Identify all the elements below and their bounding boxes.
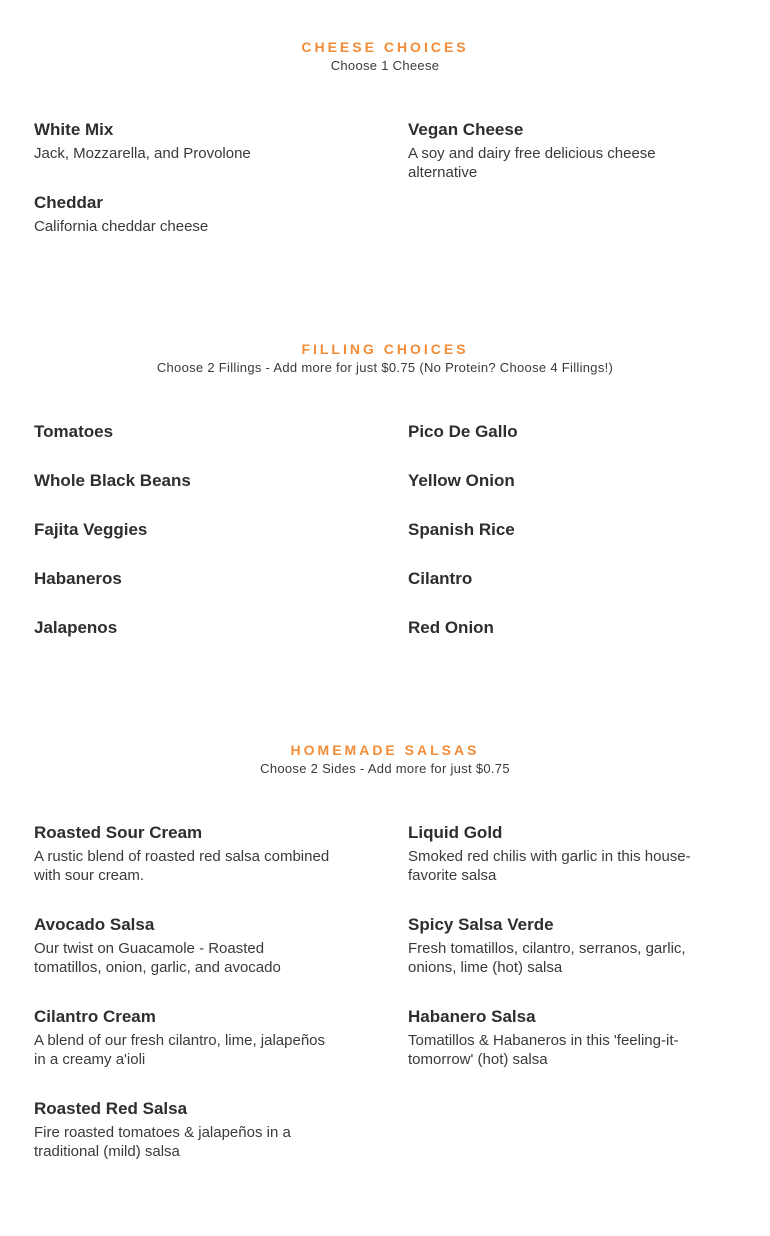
menu-item-cheddar xyxy=(34,192,354,236)
item-name: Spicy Salsa Verde xyxy=(408,915,554,934)
item-name: Habanero Salsa xyxy=(408,1007,536,1026)
salsa-item-roasted-red-salsa xyxy=(34,1098,334,1161)
item-name: Cilantro Cream xyxy=(34,1007,156,1026)
filling-item xyxy=(34,470,354,491)
filling-item xyxy=(34,519,354,540)
item-name: Cilantro xyxy=(408,569,473,588)
item-name: Vegan Cheese xyxy=(408,120,524,139)
cheese-subtitle: Choose 1 Cheese xyxy=(330,58,440,73)
item-name: Liquid Gold xyxy=(408,823,503,842)
filling-title: FILLING CHOICES xyxy=(301,341,469,357)
item-desc: A soy and dairy free delicious cheese alternative xyxy=(408,145,656,181)
item-name: Roasted Red Salsa xyxy=(34,1099,188,1118)
filling-item xyxy=(34,617,354,638)
item-desc: Fire roasted tomatoes & jalapeños in a traditional (mild) salsa xyxy=(34,1124,291,1160)
item-desc: Fresh tomatillos, cilantro, serranos, garlic, onions, lime (hot) salsa xyxy=(408,940,686,976)
item-name: Avocado Salsa xyxy=(34,915,155,934)
cheese-section xyxy=(0,39,770,74)
item-desc: Our twist on Guacamole - Roasted tomatillos, onion, garlic, and avocado xyxy=(34,940,281,976)
item-name: Tomatoes xyxy=(34,422,114,441)
salsa-item-cilantro-cream xyxy=(34,1006,334,1069)
item-desc: A blend of our fresh cilantro, lime, jalapeños in a creamy a'ioli xyxy=(34,1032,325,1068)
item-name: Fajita Veggies xyxy=(34,520,148,539)
filling-item xyxy=(408,470,728,491)
salsas-section xyxy=(0,742,770,777)
filling-section xyxy=(0,341,770,376)
salsa-item-liquid-gold xyxy=(408,822,698,885)
item-name: Whole Black Beans xyxy=(34,471,191,490)
cheese-title: CHEESE CHOICES xyxy=(301,39,469,55)
filling-item xyxy=(34,568,354,589)
item-desc: California cheddar cheese xyxy=(34,218,209,235)
item-name: Habaneros xyxy=(34,569,122,588)
menu-item-white-mix xyxy=(34,119,354,163)
filling-item xyxy=(408,568,728,589)
item-name: White Mix xyxy=(34,120,114,139)
item-name: Cheddar xyxy=(34,193,103,212)
filling-subtitle: Choose 2 Fillings - Add more for just $0.75 (No Protein? Choose 4 Fillings!) xyxy=(156,360,614,375)
item-name: Jalapenos xyxy=(34,618,118,637)
salsa-item-habanero-salsa xyxy=(408,1006,698,1069)
salsas-subtitle: Choose 2 Sides - Add more for just $0.75 xyxy=(260,761,510,776)
salsa-item-spicy-salsa-verde xyxy=(408,914,698,977)
item-name: Pico De Gallo xyxy=(408,422,518,441)
filling-item xyxy=(408,421,728,442)
item-name: Spanish Rice xyxy=(408,520,515,539)
filling-item xyxy=(34,421,354,442)
item-desc: Smoked red chilis with garlic in this house-favorite salsa xyxy=(408,848,691,884)
filling-item xyxy=(408,617,728,638)
item-desc: A rustic blend of roasted red salsa combined with sour cream. xyxy=(34,848,330,884)
item-name: Yellow Onion xyxy=(408,471,515,490)
item-desc: Tomatillos & Habaneros in this 'feeling-it-tomorrow' (hot) salsa xyxy=(408,1032,679,1068)
salsa-item-avocado-salsa xyxy=(34,914,334,977)
item-name: Roasted Sour Cream xyxy=(34,823,203,842)
filling-item xyxy=(408,519,728,540)
item-desc: Jack, Mozzarella, and Provolone xyxy=(34,145,251,162)
salsa-item-roasted-sour-cream xyxy=(34,822,334,885)
item-name: Red Onion xyxy=(408,618,494,637)
menu-item-vegan-cheese xyxy=(408,119,698,182)
salsas-title: HOMEMADE SALSAS xyxy=(290,742,480,758)
